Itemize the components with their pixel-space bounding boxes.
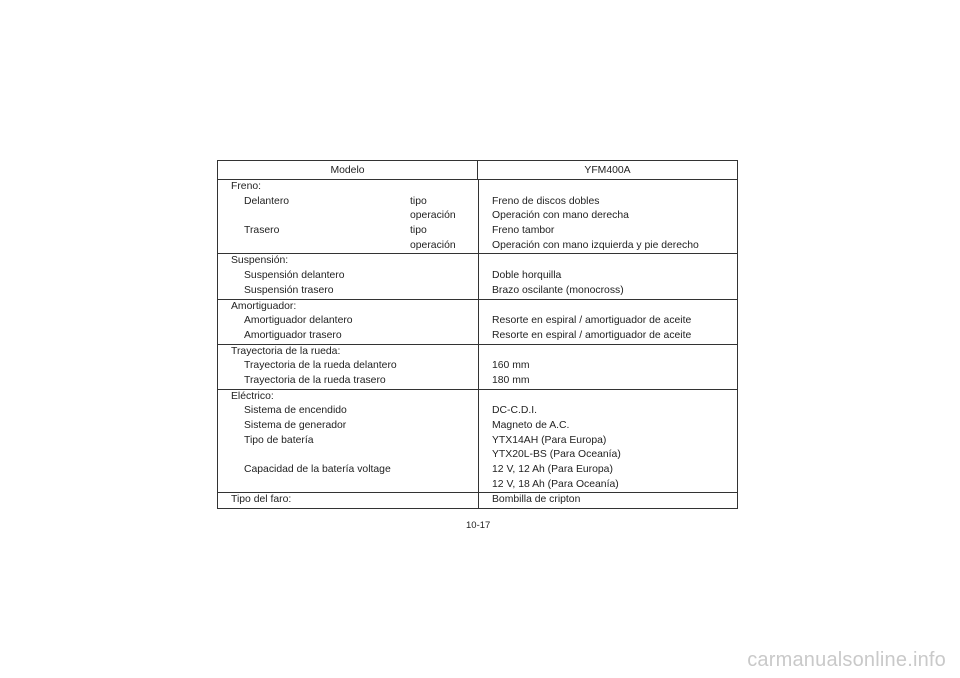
spec-value: 12 V, 18 Ah (Para Oceanía) [492, 478, 619, 490]
spec-label: Suspensión trasero [244, 284, 334, 296]
section-title: Suspensión: [231, 255, 289, 267]
spec-value: 180 mm [492, 374, 530, 386]
spec-label: Amortiguador delantero [244, 315, 353, 327]
spec-label: Trayectoria de la rueda delantero [244, 360, 397, 372]
section-title: Tipo del faro: [231, 494, 292, 506]
page-number: 10-17 [466, 520, 491, 531]
model-label: Modelo [218, 161, 478, 179]
spec-value: YTX20L-BS (Para Oceanía) [492, 449, 621, 461]
spec-sublabel: operación [410, 210, 456, 222]
spec-sublabel: tipo [410, 195, 427, 207]
spec-label: Trayectoria de la rueda trasero [244, 374, 386, 386]
spec-value: Magneto de A.C. [492, 420, 570, 431]
spec-label: Delantero [244, 195, 290, 207]
spec-value: YTX14AH (Para Europa) [492, 434, 607, 446]
spec-label: Amortiguador trasero [244, 329, 342, 341]
spec-label: Capacidad de la batería voltage [244, 464, 391, 476]
spec-label: Suspensión delantero [244, 270, 345, 282]
spec-value: Resorte en espiral / amortiguador de aceite [492, 329, 692, 341]
spec-label: Sistema de encendido [244, 405, 347, 417]
spec-table [217, 160, 738, 509]
spec-value: Operación con mano derecha [492, 210, 629, 222]
spec-value: DC-C.D.I. [492, 405, 538, 417]
spec-value: Brazo oscilante (monocross) [492, 284, 624, 296]
spec-label: Sistema de generador [244, 420, 347, 431]
spec-label: Trasero [244, 225, 280, 237]
section-title: Amortiguador: [231, 300, 297, 312]
spec-label: Tipo de batería [244, 434, 314, 446]
spec-value: Operación con mano izquierda y pie derecho [492, 239, 699, 251]
spec-sublabel: operación [410, 239, 456, 251]
watermark: carmanualsonline.info [747, 649, 946, 671]
spec-value: 160 mm [492, 360, 530, 372]
table-header [218, 161, 737, 180]
spec-value: Doble horquilla [492, 270, 562, 282]
spec-value: Resorte en espiral / amortiguador de aceite [492, 315, 692, 327]
spec-value: 12 V, 12 Ah (Para Europa) [492, 464, 613, 476]
section-title: Freno: [231, 181, 262, 192]
section-title: Trayectoria de la rueda: [231, 345, 341, 357]
spec-sublabel: tipo [410, 225, 427, 237]
spec-value: Bombilla de cripton [492, 494, 581, 506]
spec-value: Freno tambor [492, 225, 555, 237]
column-divider [478, 179, 479, 508]
section-title: Eléctrico: [231, 390, 274, 402]
spec-value: Freno de discos dobles [492, 195, 600, 207]
model-value: YFM400A [584, 164, 631, 176]
